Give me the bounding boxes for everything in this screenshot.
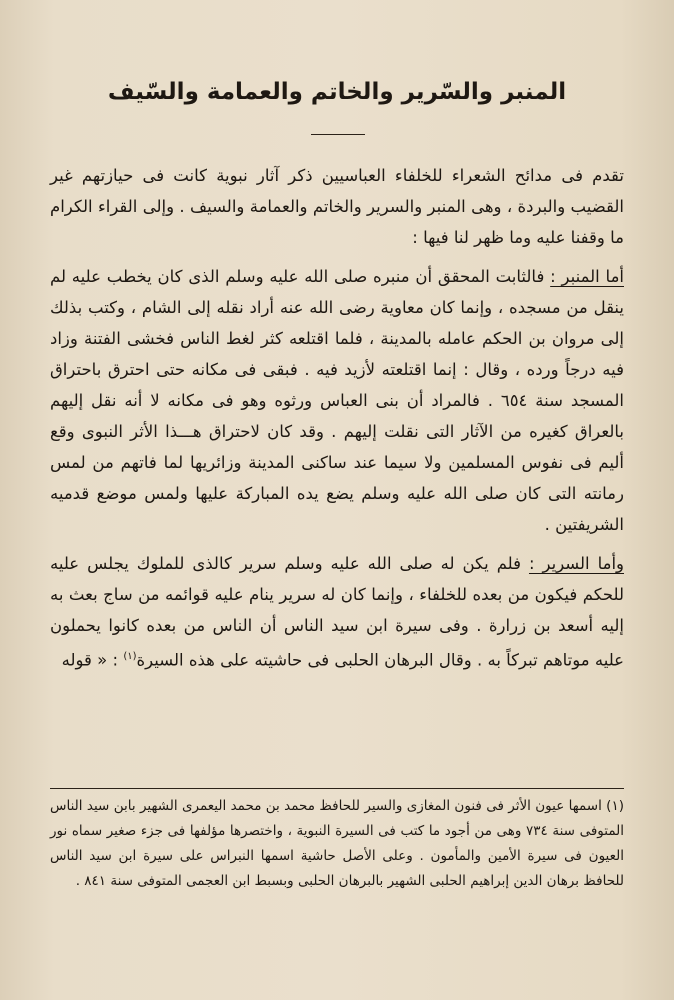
sarir-tail: : « قوله: [61, 650, 124, 670]
sarir-text: فلم يكن له صلى الله عليه وسلم سرير كالذى للملوك يجلس عليه للحكم فيكون من بعده للخلفاء ، وإنما كان له سرير ينام عليه قوائمه من ساج بعث به إليه أسعد بن زرارة . وفى سيرة ابن سيد الناس أن الناس من بعده كانوا يحملون عليه موتاهم تبركاً به . وقال البرهان الحلبى فى حاشيته على هذه السيرة: [50, 554, 624, 670]
sarir-heading: وأما السرير :: [528, 554, 624, 573]
minbar-text: فالثابت المحقق أن منبره صلى الله عليه وسلم الذى كان يخطب عليه لم ينقل من مسجده ، وإنما كان معاوية رضى الله عنه أراد نقله إلى الشام ، وكتب بذلك إلى مروان بن الحكم عامله بالمدينة ، فلما اقتلعه كثر لغط الناس فخشى الفتنة وزاد فيه درجاً ورده ، وقال : إنما اقتلعته لأزيد فيه . فبقى فى مكانه حتى احترق باحتراق المسجد سنة ٦٥٤ . فالمراد أن بنى العباس ورثوه وهو فى مكانه لا أنه نقل إليهم بالعراق كغيره من الآثار التى نقلت إليهم . وقد كان لاحتراق هـــذا الأثر النبوى وقع أليم فى نفوس المسلمين ولا سيما عند ساكنى المدينة وزائريها لما فاتهم من لمس رمانته التى كان صلى الله عليه وسلم يضع يده المباركة عليها ولمس موضع قدميه الشريفتين .: [50, 267, 624, 534]
footnote: (١) اسمها عيون الأثر فى فنون المغازى والسير للحافظ محمد بن محمد اليعمرى الشهير بابن سيد الناس المتوفى سنة ٧٣٤ وهى من أجود ما كتب فى السيرة النبوية ، واختصرها مؤلفها فى جزء صغير سماه نور العيون فى سيرة الأمين والمأمون . وعلى الأصل حاشية اسمها النبراس على سيرة ابن سيد الناس للحافظ برهان الدين إبراهيم الحلبى الشهير بالبرهان الحلبى وبسبط ابن العجمى المتوفى سنة ٨٤١ .: [50, 798, 624, 889]
page-title: المنبر والسّرير والخاتم والعمامة والسّيف: [107, 79, 567, 105]
minbar-heading: أما المنبر :: [550, 267, 624, 286]
footnote-divider: [50, 788, 624, 789]
sarir-paragraph: [50, 548, 624, 676]
main-text: [50, 160, 624, 676]
title-divider: [311, 134, 365, 135]
intro-paragraph: تقدم فى مدائح الشعراء للخلفاء العباسيين ذكر آثار نبوية كانت فى حيازتهم غير القضيب والبردة ، وهى المنبر والسرير والخاتم والعمامة والسيف . وإلى القراء الكرام ما وقفنا عليه وما ظهر لنا فيها :: [50, 166, 624, 247]
minbar-paragraph: [50, 261, 624, 540]
footnote-reference: (١): [123, 651, 137, 662]
